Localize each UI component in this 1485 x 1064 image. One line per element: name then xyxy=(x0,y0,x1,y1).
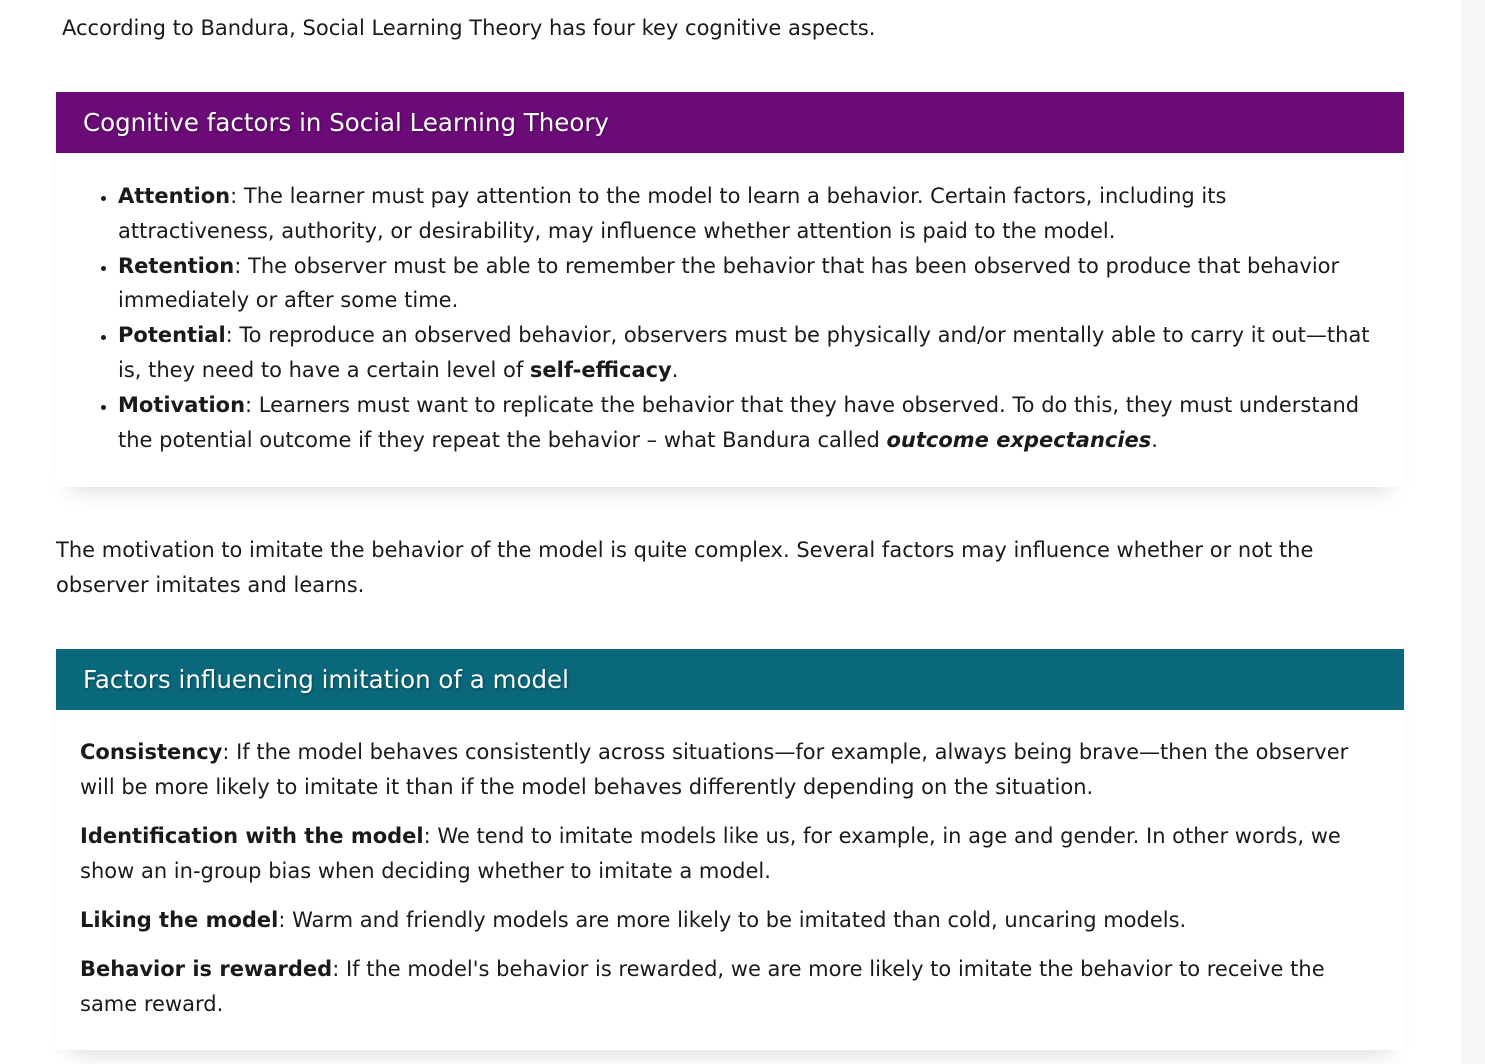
list-item-retention xyxy=(118,249,1404,319)
cognitive-factors-header: Cognitive factors in Social Learning Theory xyxy=(56,92,1404,153)
desc-motivation: : Learners must want to replicate the behavior that they have observed. To do this, they must understand the potential outcome if they repeat the behavior – what Bandura called xyxy=(118,392,1360,452)
emph-outcome-expectancies: outcome expectancies xyxy=(886,427,1152,452)
emph-self-efficacy: self-efficacy xyxy=(529,357,672,382)
intro-paragraph: According to Bandura, Social Learning Theory has four key cognitive aspects. xyxy=(62,16,876,40)
motivation-paragraph: The motivation to imitate the behavior of the model is quite complex. Several factors may influence whether or not the observer imitates and learns. xyxy=(56,538,1314,598)
desc-motivation-end: . xyxy=(1151,427,1158,452)
term-liking: Liking the model xyxy=(80,908,279,933)
term-rewarded: Behavior is rewarded xyxy=(80,957,333,982)
cognitive-factors-list xyxy=(56,179,1404,457)
desc-retention: : The observer must be able to remember the behavior that has been observed to produce that behavior immediately or after some time. xyxy=(118,253,1340,313)
desc-potential: : To reproduce an observed behavior, observers must be physically and/or mentally able to carry it out—that is, they need to have a certain level of xyxy=(118,323,1370,382)
scrollbar-track[interactable] xyxy=(1461,0,1485,1064)
factor-liking xyxy=(80,903,1382,938)
term-attention: Attention xyxy=(118,184,231,208)
list-item-potential xyxy=(118,318,1404,388)
imitation-factors-body xyxy=(56,710,1404,1022)
desc-rewarded: : If the model's behavior is rewarded, we are more likely to imitate the behavior to receive the same reward. xyxy=(80,957,1325,1017)
desc-attention: : The learner must pay attention to the model to learn a behavior. Certain factors, including its attractiveness, authority, or desirability, may influence whether attention is paid to the model. xyxy=(118,184,1227,243)
article-content xyxy=(56,0,1404,1050)
term-identification: Identification with the model xyxy=(80,824,424,849)
list-item-attention xyxy=(118,179,1404,249)
desc-identification: : We tend to imitate models like us, for example, in age and gender. In other words, we show an in-group bias when deciding whether to imitate a model. xyxy=(80,824,1341,884)
list-item-motivation xyxy=(118,388,1404,458)
desc-potential-end: . xyxy=(671,357,679,382)
factor-identification xyxy=(80,819,1382,889)
cognitive-factors-box xyxy=(56,92,1404,487)
desc-liking: : Warm and friendly models are more likely to be imitated than cold, uncaring models. xyxy=(278,908,1187,933)
term-potential: Potential xyxy=(118,323,226,348)
term-retention: Retention xyxy=(118,253,235,278)
imitation-factors-box xyxy=(56,649,1404,1050)
term-motivation: Motivation xyxy=(118,392,246,417)
factor-consistency xyxy=(80,735,1382,805)
desc-consistency: : If the model behaves consistently across situations—for example, always being brave—then the observer will be more likely to imitate it than if the model behaves differently depending on the situation. xyxy=(80,740,1349,800)
imitation-factors-header: Factors influencing imitation of a model xyxy=(56,649,1404,710)
factor-rewarded xyxy=(80,952,1382,1022)
term-consistency: Consistency xyxy=(80,740,223,765)
